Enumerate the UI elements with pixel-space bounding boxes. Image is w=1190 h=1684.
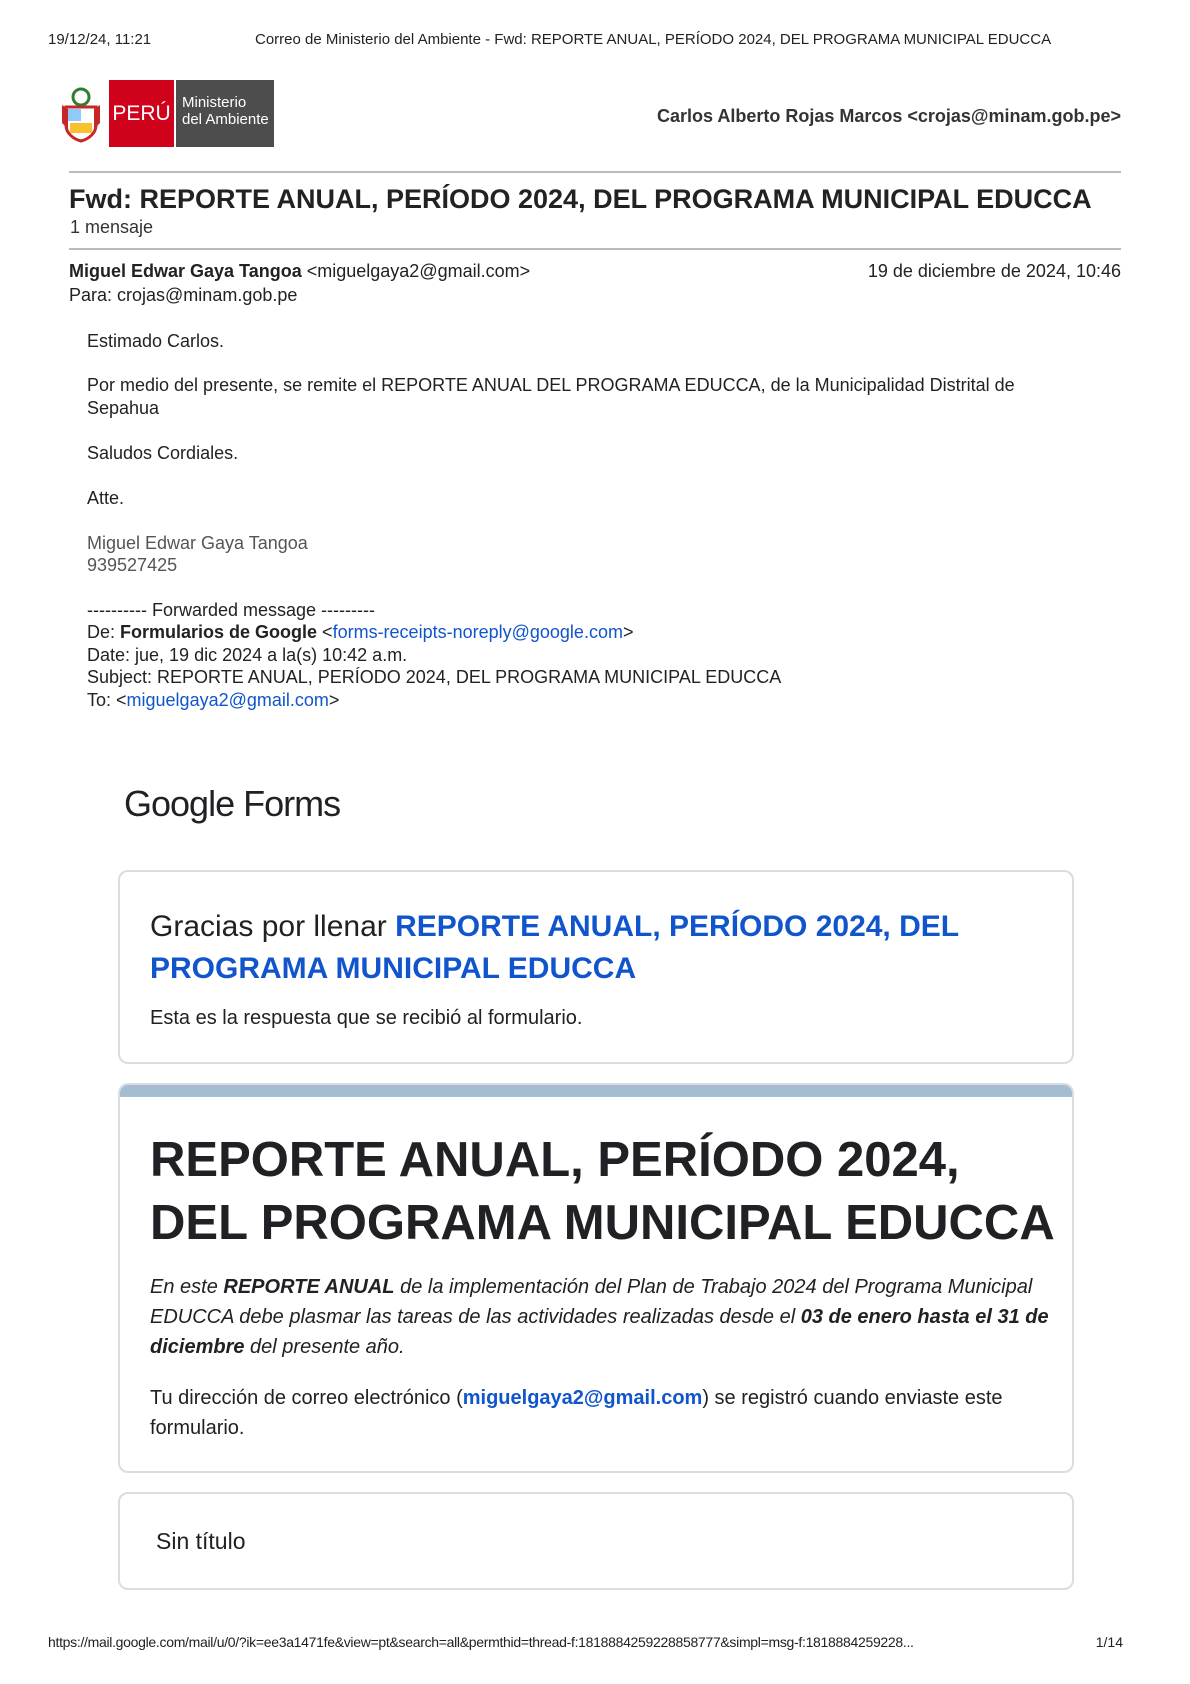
fwd-from-email-link[interactable]: forms-receipts-noreply@google.com xyxy=(332,622,623,642)
peru-coat-of-arms-icon xyxy=(59,80,103,147)
fwd-from: De: Formularios de Google <forms-receipts-noreply@google.com> xyxy=(87,622,634,642)
fwd-subject: Subject: REPORTE ANUAL, PERÍODO 2024, DEL PROGRAMA MUNICIPAL EDUCCA xyxy=(87,667,782,687)
thanks-note: Esta es la respuesta que se recibió al formulario. xyxy=(150,1007,583,1029)
fwd-to-label: To: xyxy=(87,690,117,710)
sender xyxy=(69,261,530,282)
recipient: Para: crojas@minam.gob.pe xyxy=(69,285,298,305)
fwd-from-label: De: xyxy=(87,622,121,642)
logo-ministry xyxy=(176,80,274,147)
logo-ministry-line1: Ministerio xyxy=(182,94,247,111)
signature-name: Miguel Edwar Gaya Tangoa xyxy=(87,533,308,553)
email-subject: Fwd: REPORTE ANUAL, PERÍODO 2024, DEL PROGRAMA MUNICIPAL EDUCCA xyxy=(69,184,1092,214)
google-forms-logo xyxy=(124,783,340,825)
logo-forms: Forms xyxy=(243,783,341,824)
section-title: Sin título xyxy=(156,1528,246,1554)
greeting: Estimado Carlos. xyxy=(87,331,225,351)
logo-peru: PERÚ xyxy=(109,80,174,147)
desc-text: En este xyxy=(150,1276,224,1298)
signature-phone: 939527425 xyxy=(87,555,178,575)
form-accent-bar xyxy=(120,1085,1072,1097)
email-recorded-note xyxy=(150,1383,1050,1443)
desc-bold: 03 de enero hasta el 31 de diciembre xyxy=(150,1306,1049,1358)
fwd-to: To: <miguelgaya2@gmail.com> xyxy=(87,690,340,710)
closing: Saludos Cordiales. xyxy=(87,443,239,463)
message-count: 1 mensaje xyxy=(70,217,154,237)
fwd-from-name: Formularios de Google xyxy=(120,622,318,642)
sender-name: Miguel Edwar Gaya Tangoa xyxy=(69,261,302,281)
form-link-line2[interactable]: PROGRAMA MUNICIPAL EDUCCA xyxy=(150,952,637,985)
print-title: Correo de Ministerio del Ambiente - Fwd: REPORTE ANUAL, PERÍODO 2024, DEL PROGRAMA MUNICIPAL EDUCCA xyxy=(255,31,1052,48)
form-description xyxy=(150,1272,1050,1362)
body-para-line2: Sepahua xyxy=(87,398,160,418)
form-title-line2: DEL PROGRAMA MUNICIPAL EDUCCA xyxy=(150,1196,1055,1250)
print-datetime: 19/12/24, 11:21 xyxy=(48,31,152,48)
form-header-card xyxy=(118,1083,1074,1473)
divider xyxy=(69,248,1121,250)
page-number: 1/14 xyxy=(1095,1634,1123,1650)
note-prefix: Tu dirección de correo electrónico ( xyxy=(150,1387,463,1409)
divider xyxy=(69,171,1121,173)
thanks-card xyxy=(118,870,1074,1064)
form-title xyxy=(150,1129,1055,1255)
form-link-line1[interactable]: REPORTE ANUAL, PERÍODO 2024, DEL xyxy=(395,910,960,943)
forwarded-marker: ---------- Forwarded message --------- xyxy=(87,600,375,620)
body-para-line1: Por medio del presente, se remite el REPORTE ANUAL DEL PROGRAMA EDUCCA, de la Municipalidad Distrital de xyxy=(87,375,1015,395)
section-card xyxy=(118,1492,1074,1590)
logo-google: Google xyxy=(124,783,235,824)
minam-logo xyxy=(59,80,274,147)
print-url: https://mail.google.com/mail/u/0/?ik=ee3a1471fe&view=pt&search=all&permthid=thread-f:1818884259228858777&simpl=msg-f:1818884259228... xyxy=(48,1634,914,1650)
thanks-prefix: Gracias por llenar xyxy=(150,910,396,943)
desc-text: del presente año. xyxy=(244,1336,405,1358)
logo-ministry-line2: del Ambiente xyxy=(182,111,269,128)
account-name: Carlos Alberto Rojas Marcos <crojas@minam.gob.pe> xyxy=(656,106,1121,126)
sender-email: <miguelgaya2@gmail.com> xyxy=(306,261,531,281)
note-suffix: ) se registró cuando enviaste este formulario. xyxy=(150,1387,1003,1439)
fwd-to-email-link[interactable]: miguelgaya2@gmail.com xyxy=(126,690,329,710)
thanks-heading xyxy=(150,906,959,990)
atte: Atte. xyxy=(87,488,125,508)
desc-bold: REPORTE ANUAL xyxy=(223,1276,395,1298)
recorded-email-link[interactable]: miguelgaya2@gmail.com xyxy=(462,1387,703,1409)
form-title-line1: REPORTE ANUAL, PERÍODO 2024, xyxy=(150,1133,960,1187)
fwd-date: Date: jue, 19 dic 2024 a la(s) 10:42 a.m. xyxy=(87,645,408,665)
message-date: 19 de diciembre de 2024, 10:46 xyxy=(867,261,1121,281)
desc-text: de la implementación del Plan de Trabajo 2024 del Programa Municipal EDUCCA debe plasmar las tareas de las actividades realizadas desde el xyxy=(150,1276,1033,1328)
